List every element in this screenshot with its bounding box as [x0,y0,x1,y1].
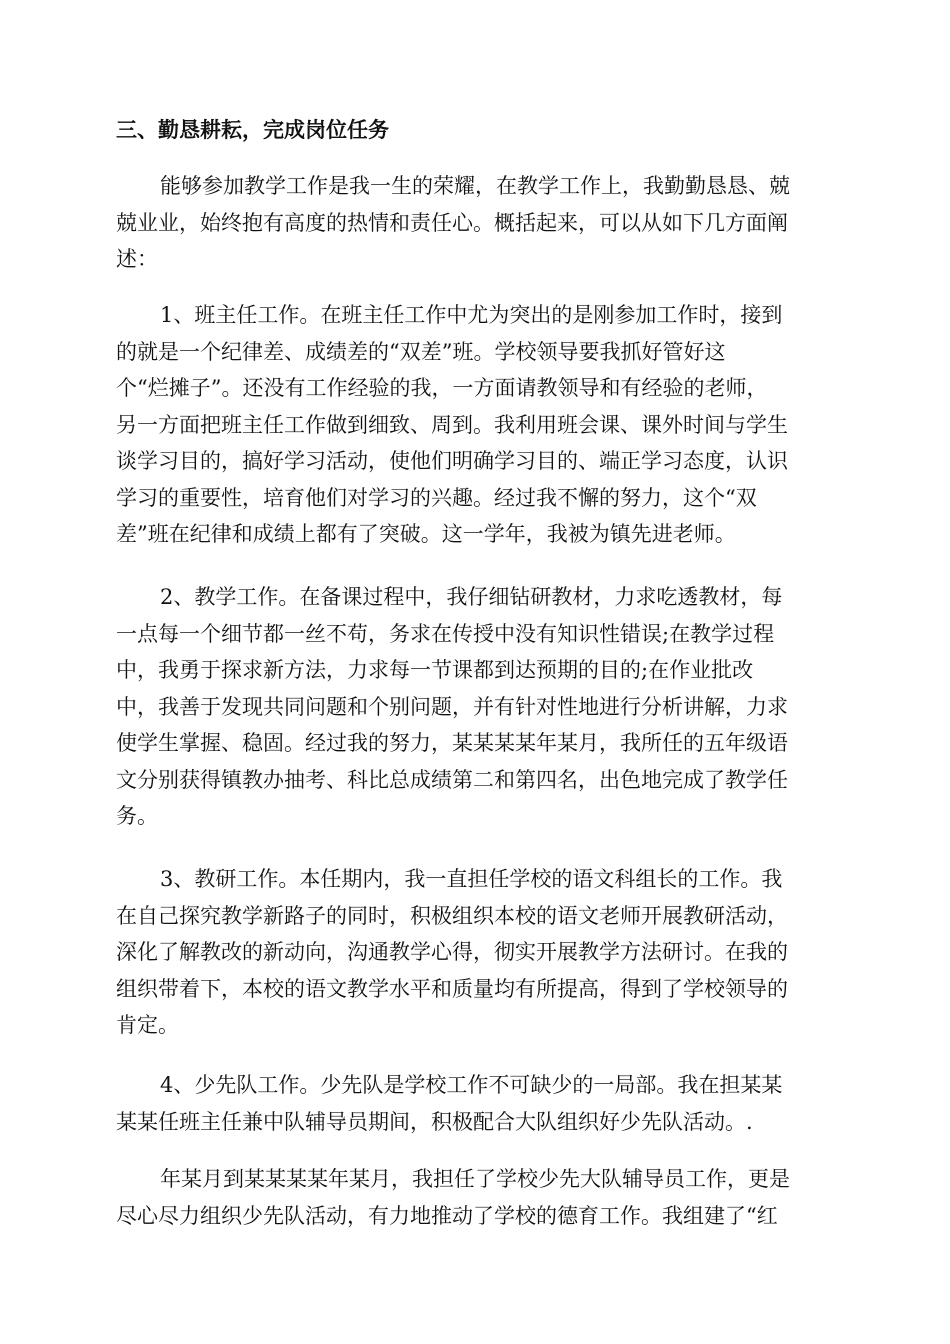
text-line: 述： [116,247,158,271]
text-line: 4、少先队工作。少先队是学校工作不可缺少的一局部。我在担某某 [160,1073,783,1097]
paragraph-brigade-counselor [116,1161,836,1234]
text-line: 1、班主任工作。在班主任工作中尤为突出的是刚参加工作时，接到 [160,303,783,327]
section-heading: 三、勤恳耕耘，完成岗位任务 [116,118,389,142]
paragraph-young-pioneers-work [116,1067,836,1140]
text-line: 中，我勇于探求新方法，力求每一节课都到达预期的目的;在作业批改 [116,658,754,682]
text-line: 2、教学工作。在备课过程中，我仔细钻研教材，力求吃透教材，每 [160,585,783,609]
paragraph-teaching-work [116,579,836,835]
text-line: 文分别获得镇教办抽考、科比总成绩第二和第四名，出色地完成了教学任 [116,767,788,792]
paragraph-research-work [116,861,836,1044]
text-line: 差”班在纪律和成绩上都有了突破。这一学年，我被为镇先进老师。 [116,522,736,546]
text-line: 在自己探究教学新路子的同时，积极组织本校的语文老师开展教研活动， [116,903,788,928]
text-line: 年某月到某某某某年某月，我担任了学校少先大队辅导员工作，更是 [160,1167,790,1191]
text-line: 一点每一个细节都一丝不苟，务求在传授中没有知识性错误;在教学过程 [116,621,775,646]
text-line: 肯定。 [116,1013,179,1037]
text-line: 兢业业，始终抱有高度的热情和责任心。概括起来，可以从如下几方面阐 [116,210,788,235]
text-line: 组织带着下，本校的语文教学水平和质量均有所提高，得到了学校领导的 [116,976,788,1001]
paragraph-intro [116,168,836,278]
text-line: 学习的重要性，培育他们对学习的兴趣。经过我不懈的努力，这个“双 [116,485,757,510]
text-line: 某某任班主任兼中队辅导员期间，积极配合大队组织好少先队活动。. [116,1109,753,1134]
paragraph-class-teacher-work [116,297,836,553]
text-line: 能够参加教学工作是我一生的荣耀，在教学工作上，我勤勤恳恳、兢 [160,174,790,198]
text-line: 的就是一个纪律差、成绩差的“双差”班。学校领导要我抓好管好这 [116,339,726,364]
text-line: 尽心尽力组织少先队活动，有力地推动了学校的德育工作。我组建了“红 [116,1203,778,1228]
text-line: 个“烂摊子”。还没有工作经验的我，一方面请教领导和有经验的老师， [116,376,768,400]
text-line: 使学生掌握、稳固。经过我的努力，某某某某年某月，我所任的五年级语 [116,731,788,755]
text-line: 中，我善于发现共同问题和个别问题，并有针对性地进行分析讲解，力求 [116,694,788,719]
text-line: 另一方面把班主任工作做到细致、周到。我利用班会课、课外时间与学生 [116,412,788,437]
text-line: 务。 [116,804,158,828]
text-line: 谈学习目的，搞好学习活动，使他们明确学习目的、端正学习态度，认识 [116,449,788,473]
text-line: 3、教研工作。本任期内，我一直担任学校的语文科组长的工作。我 [160,867,783,891]
text-line: 深化了解教改的新动向，沟通教学心得，彻实开展教学方法研讨。在我的 [116,940,788,964]
